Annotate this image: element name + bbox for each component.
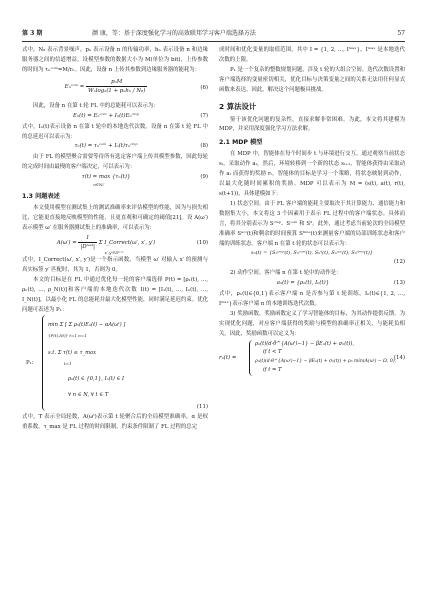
eq-lhs: Eₙᶜᵒᵐ = [64, 83, 85, 90]
equation-number: (6) [200, 84, 208, 91]
equation-6 [22, 78, 208, 102]
case-condition: if t < T [263, 348, 282, 355]
eq-rhs: Σ I_Correct(ω′, x′, y′) [98, 239, 156, 246]
paragraph: 鉴于该优化问题的复杂性，直接求解非常困难。为此，本文将其建模为 MDP，并采用深度强化学习方法求解。 [219, 116, 405, 133]
problem-label: P₁: [26, 360, 34, 367]
equation-10 [22, 234, 208, 256]
eq-body: τ(t) = max {τₙ(t)} [81, 174, 131, 181]
constraint-line: s.t. Σ τ(t) ≤ τ_max [48, 350, 97, 357]
equation-number: (8) [200, 143, 208, 150]
right-column [219, 46, 405, 378]
eq-fraction [78, 234, 97, 251]
page-number: 57 [397, 30, 405, 37]
case-condition: if t = T [263, 366, 282, 373]
equation-7 [22, 112, 208, 123]
objective-line: min Σ [ Σ ρₙ(t)Eₙ(t) − αA(ωᵗ) ] [48, 322, 126, 329]
running-title: 颜 康，等：基于深度强化学习的高效联邦学习客户端选择方法 [92, 30, 256, 37]
equation-number: (7) [200, 112, 208, 119]
equation-9 [22, 173, 208, 189]
paragraph: 2) 动作空间。客户端 n 在第 t 轮中的动作是： [230, 270, 342, 277]
eq-lhs: rₙ(t) = [219, 354, 237, 361]
paragraph: 因此，设备 n 在第 t 轮 FL 中的总能耗可以表示为： [33, 102, 159, 109]
eq-numerator: 1 [78, 234, 97, 243]
issue-label: 第 3 期 [22, 30, 43, 37]
equation-13 [219, 279, 405, 290]
eq-fraction [86, 78, 147, 95]
paragraph: P₁ 是一个复杂的整数规划问题，涉及 t 轮的大组合空间。迭代次数设置和客户端选择的变量密切相关，优化目标与决策变量之间的关系无法用任何显式函数来表达。因此，解决这个问题极具挑战。 [219, 66, 405, 93]
eq-body: sₙ(t) = {Sₙᶜᵐᵖ(t), Sₙᶜᵒᵐ(t), Sₙᵈ(t), Sₙᵃᶜᶜ(t), Sₙᵗⁱᵐᵉ(t)} [251, 250, 373, 257]
eq-denominator: Wₙlog₂(1 + pₙhₙ / N₀) [88, 87, 146, 94]
equation-number: (9) [200, 174, 208, 181]
equation-number: (11) [196, 404, 208, 411]
paragraph: 式中，Iₙ(t)表示设备 n 在第 t 轮中的本地迭代次数。设备 n 在第 t 轮 FL 中的总延迟可以表示为： [22, 123, 208, 140]
brace-shape [249, 340, 254, 376]
paragraph: 式中，I_Correct(ω′, x′, y′)是一个指示函数，当模型 ω′ 对输入 x′ 的预测与真实标签 y′ 匹配时，其为 1，否则为 0。 [22, 256, 208, 273]
constraint-subscript: t=1 [64, 361, 72, 367]
constraint-line: ∀ n ∈ N, ∀ t ∈ T [68, 392, 109, 399]
constraint-line: ρₙ(t) ∈ {0,1}, Iₙ(t) ∈ I [68, 376, 125, 383]
paragraph: 1) 状态空间。由于 FL 客户端的能耗主要取决于其计算能力、通信能力和数据集大小，本文将这 3 个因素用于表示 FL 过程中的客户端状态。具体而言，将其分别表示为 Sᶜᵐᵖ、Sᶜᵒᵐ 和 Sᵈ。此外，通过考虑当前轮次的全局模型准确率 Sᵃᶜᶜ(t)和剩余的时间预算 Sᵗⁱᵐᵉ(t)来测量客户端的局部训练状态和客户端的训练状态。客户端 n 在第 t 轮的状态可以表示为： [219, 200, 405, 247]
eq-denominator: |Dᵗᵉˢᵗ| [80, 243, 95, 250]
section-heading: 2 算法设计 [219, 101, 257, 111]
running-header [22, 28, 405, 40]
eq-numerator: pₙM [86, 78, 147, 87]
equation-8 [22, 142, 208, 153]
paragraph: 成时间和优化变量的取值范围，其中 I = {1, 2, …, Iᵐᵃˣ}，Iᵐᵃˣ 是本地迭代次数的上限。 [219, 47, 405, 63]
equation-number: (14) [393, 354, 405, 361]
eq-body: τₙ(t) = τₙᶜᵒᵐ + Iₙ(t)τₙᶜᵐᵖ [74, 143, 138, 150]
paragraph: 式中，ρₙ(t)∈{0,1}表示客户端 n 是否参与第 t 轮训练，Iₙ(t)∈{1, 2, …, Iᵐᵃˣ}表示客户端 n 的本地训练迭代次数。 [219, 291, 405, 308]
eq-subscript: n∈Nₜᶜ [93, 182, 105, 188]
paragraph: 在 MDP 中，智能体在每个时间步 t 与环境进行交互，通过观察当前状态 sₜ，采取动作 aₜ，然后，环境转移到一个新的状态 sₜ₊₁，智能体获得由采取动作 aₜ 而获得的奖励 rₜ。智能体的目标是学习一个策略，将状态映射到动作，以最大化随时间累积的奖励。MDP 可以表示为 M = (s(t), a(t), r(t), s(t+1))，具体建模如下： [219, 151, 405, 197]
section-heading: 1.3 问题表述 [22, 193, 60, 201]
paragraph: 本文的目标是在 FL 中通过优化每一轮的客户端选择 P(t) = [ρ₁(t), …, ρₙ(t), …, ρ_N(t)]和客户端的本地迭代次数 I(t) = [I₁(t), …, Iₙ(t), …, I_N(t)]，以最小化 FL 的总能耗并最大化模型性能，同时满足延迟约束。优化问题可表述为 P₁： [22, 276, 208, 313]
equation-number: (13) [393, 280, 405, 287]
case-line: ρₙ(t)(d·θ^{A(ωᵗ)−1} − βEₙ(t) + σₙ(t)), [255, 340, 355, 347]
objective-subscript: {P(t),I(t)} t=1 n=1 [48, 333, 87, 339]
equation-number: (10) [196, 239, 208, 246]
paragraph: 本文使用模型在测试集上的测试准确率来评估模型的性能，因为与损失相比，它能更直接地反映模型的性能，且更直观和可确定的阈值[21]。设 A(ω′)表示模型 ω′ 在服务器测试集上的准确率，可以表示为： [22, 205, 208, 232]
paragraph: 式中，T 表示全局轮数，A(ωᵗ)表示第 t 轮聚合后的全局模型准确率，α 是权重系数，τ_max 是 FL 过程的时间限制。约束条件限制了 FL 过程的总完 [22, 414, 208, 431]
case-line: ρₙ(t)(d·θ^{A(ωᵗ)−1} − βEₙ(t) + σₙ(t)) + ρₙ min(A(ωᵗ) − Ω, 0), [255, 358, 397, 364]
equation-14 [219, 340, 405, 378]
equation-number: (12) [393, 259, 405, 266]
left-column [22, 46, 208, 433]
eq-body: aₙ(t) = {ρₙ(t), Iₙ(t)} [276, 280, 330, 287]
header-rule [22, 41, 405, 42]
equation-11 [22, 315, 208, 413]
eq-subscript: x′,y′∈Dᵗᵉˢᵗ [104, 249, 124, 255]
paragraph: 由于 FL 的模型聚合需要等待所有选定客户端上传其模型参数，因此每轮的完成时间由最慢的客户端决定，可以表示为： [22, 154, 208, 171]
eq-lhs: A(ω′) = [56, 239, 77, 246]
paragraph: 3) 奖励函数。奖励函数定义了学习智能体的目标，为其动作提供反馈。为实现优化问题，对应客户端获得的奖励与模型的准确率正相关，与能耗负相关。因此，奖励函数可以定义为： [219, 311, 405, 337]
subsection-heading: 2.1 MDP 模型 [219, 139, 263, 147]
paragraph: 式中，N₀ 表示背景噪声，pₙ 表示设备 n 的传输功率，hₙ 表示设备 n 和边缘服务器之间的信道增益。设模型参数的数据大小为 M(单位为 bit)，上传参数的时间为 τₙᶜᵒᵐ=M/rₙ。因此，设备 n 上传其参数到边缘服务器的能耗为： [22, 47, 208, 73]
equation-12 [219, 249, 405, 269]
eq-body: Eₙ(t) = Eₙᶜᵒᵐ + Iₙ(t)Eₙᶜᵐᵖ [73, 112, 139, 119]
